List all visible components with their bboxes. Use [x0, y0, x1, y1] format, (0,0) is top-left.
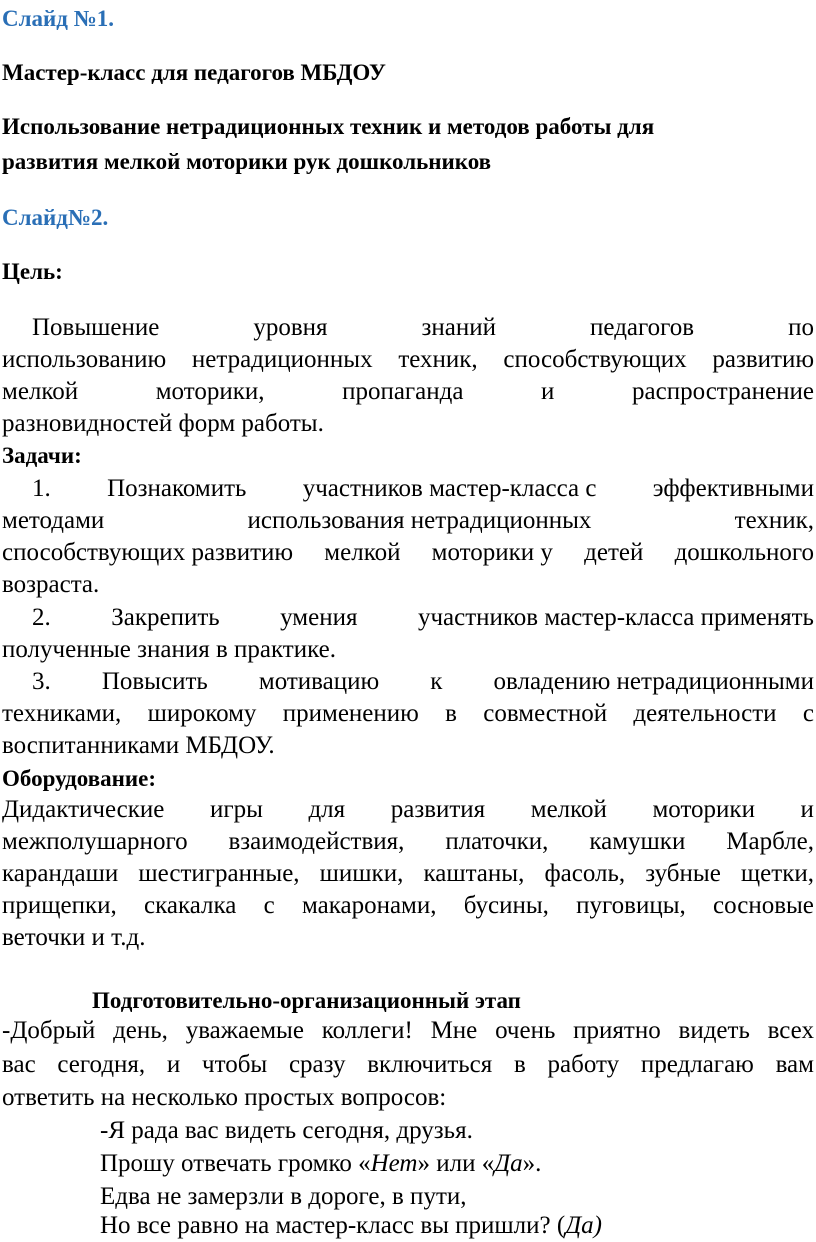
equipment-line-2: межполушарного взаимодействия, платочки, камушки Марбле,	[2, 828, 814, 855]
slide1-subtitle-line1: Использование нетрадиционных техник и методов работы для	[2, 114, 655, 139]
verse-line-4: Но все равно на мастер-класс вы пришли? (Да)	[100, 1212, 602, 1239]
intro-line-3: ответить на несколько простых вопросов:	[2, 1084, 447, 1111]
intro-line-1: -Добрый день, уважаемые коллеги! Мне очень приятно видеть всех	[2, 1017, 814, 1044]
stage-heading: Подготовительно-организационный этап	[92, 988, 521, 1013]
task3-line-1: 3. Повысить мотивацию к овладению нетрадиционными	[32, 668, 814, 695]
verse-line-1: -Я рада вас видеть сегодня, друзья.	[100, 1117, 473, 1144]
intro-line-2: вас сегодня, и чтобы сразу включиться в работу предлагаю вам	[2, 1051, 814, 1078]
task2-line-1: 2. Закрепить умения участников мастер-класса применять	[32, 604, 814, 631]
slide1-title: Мастер-класс для педагогов МБДОУ	[2, 60, 386, 85]
task3-line-3: воспитанниками МБДОУ.	[2, 732, 275, 759]
goal-line-2: использованию нетрадиционных техник, способствующих развитию	[2, 346, 814, 373]
goal-line-3: мелкой моторики, пропаганда и распространение	[2, 378, 814, 405]
task1-line-3: способствующих развитию мелкой моторики у детей дошкольного	[2, 539, 814, 566]
task1-line-4: возраста.	[2, 571, 100, 598]
slide2-label: Слайд№2.	[2, 205, 109, 230]
task1-line-1: 1. Познакомить участников мастер-класса с эффективными	[32, 475, 814, 502]
goal-heading: Цель:	[2, 259, 63, 284]
verse-line-2: Прошу отвечать громко «Нет» или «Да».	[100, 1150, 542, 1177]
task3-line-2: техниками, широкому применению в совместной деятельности с	[2, 700, 814, 727]
goal-line-1: Повышение уровня знаний педагогов по	[32, 314, 814, 341]
equipment-heading: Оборудование:	[2, 766, 156, 791]
equipment-line-3: карандаши шестигранные, шишки, каштаны, фасоль, зубные щетки,	[2, 860, 814, 887]
task2-line-2: полученные знания в практике.	[2, 636, 336, 663]
slide1-subtitle-line2: развития мелкой моторики рук дошкольников	[2, 149, 492, 174]
equipment-line-1: Дидактические игры для развития мелкой моторики и	[2, 796, 814, 823]
equipment-line-5: веточки и т.д.	[2, 924, 146, 951]
task1-line-2: методами использования нетрадиционных техник,	[2, 507, 814, 534]
goal-line-4: разновидностей форм работы.	[2, 410, 324, 437]
equipment-line-4: прищепки, скакалка с макаронами, бусины, пуговицы, сосновые	[2, 892, 814, 919]
slide1-label: Слайд №1.	[2, 6, 115, 31]
tasks-heading: Задачи:	[2, 443, 82, 468]
verse-line-3: Едва не замерзли в дороге, в пути,	[100, 1183, 467, 1210]
